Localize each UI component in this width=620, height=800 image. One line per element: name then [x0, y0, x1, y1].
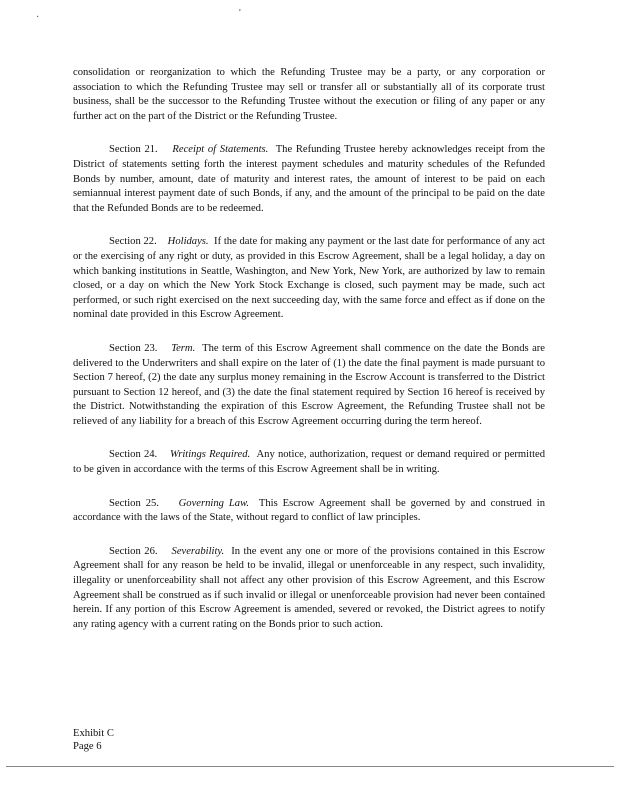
section-text: This Escrow Agreement shall be governed by and construed in accordance with the laws of the State, without regard to conflict of law principles. [73, 497, 546, 524]
section-26 [73, 545, 545, 633]
section-number: Section 21. [109, 144, 158, 156]
section-21 [73, 143, 545, 216]
section-text: Any notice, authorization, request or demand required or permitted to be given in accordance with the terms of this Escrow Agreement shall be in writing. [73, 449, 546, 476]
scan-edge-line [6, 766, 614, 767]
section-22 [73, 235, 545, 323]
section-heading: Writings Required. [169, 449, 251, 461]
section-heading: Receipt of Statements. [172, 144, 269, 156]
section-23 [73, 342, 545, 430]
section-number: Section 22. [109, 236, 157, 248]
section-heading: Governing Law. [178, 497, 250, 509]
section-text: In the event any one or more of the provisions contained in this Escrow Agreement shall for any reason be held to be invalid, illegal or unenforceable in any respect, such invalidity, illegality or unenforceability shall not affect any other provision of this Escrow Agreement, and this Escrow Agreement shall be construed as if such invalid or illegal or unenforceable provision had never been contained herein. If any portion of this Escrow Agreement is amended, severed or revoked, the District agrees to notify any rating agency with a current rating on the Bonds prior to such action. [73, 545, 546, 630]
section-25 [73, 497, 545, 526]
section-heading: Holidays. [167, 236, 209, 248]
scan-mark: · [36, 12, 40, 23]
section-text: The Refunding Trustee hereby acknowledges receipt from the District of statements setting forth the interest payment schedules and maturity schedules of the Refunded Bonds by number, amount, date of maturity and interest rates, the amount of interest to be paid on each semiannual interest payment date of such Bonds, if any, and the amount of the principal to be paid on the date that the Refunded Bonds are to be redeemed. [73, 144, 546, 214]
section-text: If the date for making any payment or the last date for performance of any act or the exercising of any right or duty, as provided in this Escrow Agreement, shall be a legal holiday, a day on which banking institutions in Seattle, Washington, and New York, New York, are authorized by law to remain closed, or a day on which the New York Stock Exchange is closed, such payment may be made, such act performed, or such right exercised on the next succeeding day, with the same force and effect as if done on the nominal date provided in this Escrow Agreement. [73, 236, 545, 321]
intro-paragraph: consolidation or reorganization to which the Refunding Trustee may be a party, or any corporation or association to which the Refunding Trustee may sell or transfer all or substantially all of its corporate trust business, shall be the successor to the Refunding Trustee without the execution or filing of any paper or any further act on the part of the District or the Refunding Trustee. [73, 67, 545, 122]
section-text: The term of this Escrow Agreement shall commence on the date the Bonds are delivered to the Underwriters and shall expire on the later of (1) the date the final payment is made pursuant to Section 7 hereof, (2) the date any surplus money remaining in the Escrow Account is transferred to the District pursuant to Section 12 hereof, and (3) the date the final statement required by Section 16 hereof is received by the District. Notwithstanding the expiration of this Escrow Agreement, the Refunding Trustee shall not be relieved of any liability for a breach of this Escrow Agreement occurring during the term hereof. [73, 342, 546, 427]
document-body [73, 66, 545, 651]
page-footer [73, 727, 114, 753]
section-heading: Term. [171, 342, 196, 354]
scan-mark: ' [239, 8, 241, 19]
section-number: Section 25. [109, 497, 159, 509]
section-24 [73, 448, 545, 477]
section-heading: Severability. [171, 545, 225, 557]
section-number: Section 23. [109, 342, 158, 354]
page-number: Page 6 [73, 741, 102, 752]
section-number: Section 26. [109, 545, 158, 557]
section-number: Section 24. [109, 449, 158, 461]
exhibit-label: Exhibit C [73, 728, 114, 739]
